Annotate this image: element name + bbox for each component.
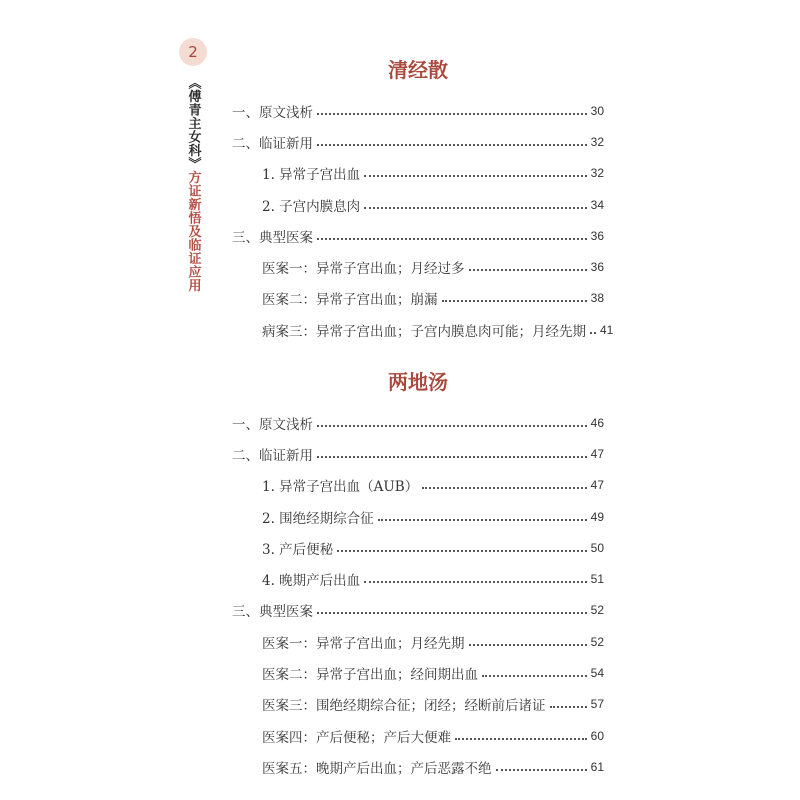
dot-leader [364, 175, 586, 177]
toc-entry-label: 三、典型医案 [232, 229, 313, 246]
toc-list-qingjingsan [232, 95, 614, 345]
toc-entry[interactable] [232, 595, 604, 626]
toc-page-number: 36 [590, 228, 604, 243]
dot-leader [482, 675, 587, 677]
dot-leader [469, 644, 587, 646]
toc-entry-label: 1. 异常子宫出血 [262, 167, 361, 184]
toc-entry[interactable] [232, 626, 604, 657]
toc-list-liangditang [232, 407, 604, 783]
dot-leader [317, 144, 587, 146]
toc-entry[interactable] [232, 657, 604, 688]
toc-entry[interactable] [232, 251, 604, 282]
toc-entry-label: 医案一：异常子宫出血；月经过多 [262, 261, 465, 278]
book-title: 《傅青主女科》 [185, 76, 201, 171]
toc-page-number: 52 [590, 634, 604, 649]
toc-entry-label: 三、典型医案 [232, 604, 313, 621]
toc-entry[interactable] [232, 470, 604, 501]
page-number-badge: 2 [179, 38, 207, 66]
dot-leader [337, 550, 586, 552]
dot-leader [422, 487, 586, 489]
dot-leader [590, 332, 596, 334]
toc-entry[interactable] [232, 720, 604, 751]
dot-leader [317, 612, 587, 614]
toc-page-number: 50 [590, 540, 604, 555]
toc-entry-label: 医案五：晚期产后出血；产后恶露不绝 [262, 760, 492, 777]
toc-page-number: 34 [590, 197, 604, 212]
toc-entry-label: 一、原文浅析 [232, 104, 313, 121]
toc-page-number: 47 [590, 446, 604, 461]
toc-entry-label: 医案二：异常子宫出血；崩漏 [262, 292, 438, 309]
toc-entry-label: 二、临证新用 [232, 447, 313, 464]
toc-entry-label: 一、原文浅析 [232, 416, 313, 433]
book-subtitle: 方证新悟及临证应用 [185, 170, 201, 292]
toc-page-number: 32 [590, 134, 604, 149]
toc-entry-label: 医案二：异常子宫出血；经间期出血 [262, 667, 478, 684]
toc-page-number: 57 [590, 697, 604, 712]
toc-entry[interactable] [232, 220, 604, 251]
dot-leader [317, 113, 587, 115]
toc-entry[interactable] [232, 501, 604, 532]
toc-page-number: 38 [590, 291, 604, 306]
toc-entry-label: 医案一：异常子宫出血；月经先期 [262, 635, 465, 652]
toc-entry-label: 病案三：异常子宫出血；子宫内膜息肉可能；月经先期 [262, 323, 586, 340]
toc-entry[interactable] [232, 314, 614, 345]
dot-leader [550, 706, 587, 708]
toc-entry[interactable] [232, 126, 604, 157]
toc-entry-label: 4. 晚期产后出血 [262, 573, 361, 590]
dot-leader [496, 769, 587, 771]
toc-entry-label: 2. 围绝经期综合征 [262, 510, 374, 527]
section-title-liangditang: 两地汤 [388, 370, 448, 394]
toc-page-number: 51 [590, 572, 604, 587]
toc-entry[interactable] [232, 563, 604, 594]
running-title [186, 76, 201, 292]
toc-entry[interactable] [232, 407, 604, 438]
toc-entry[interactable] [232, 95, 604, 126]
dot-leader [364, 581, 586, 583]
toc-entry-label: 二、临证新用 [232, 135, 313, 152]
dot-leader [442, 300, 587, 302]
toc-page-number: 32 [590, 166, 604, 181]
dot-leader [317, 238, 587, 240]
dot-leader [317, 456, 587, 458]
toc-page-number: 52 [590, 603, 604, 618]
toc-entry[interactable] [232, 283, 604, 314]
toc-entry[interactable] [232, 689, 604, 720]
toc-entry[interactable] [232, 438, 604, 469]
toc-entry[interactable] [232, 158, 604, 189]
toc-page-number: 46 [590, 415, 604, 430]
toc-entry[interactable] [232, 532, 604, 563]
toc-page-number: 60 [590, 728, 604, 743]
toc-page-number: 47 [590, 478, 604, 493]
toc-entry-label: 医案四：产后便秘；产后大便难 [262, 729, 451, 746]
toc-page-number: 61 [590, 759, 604, 774]
dot-leader [469, 269, 587, 271]
toc-entry-label: 2. 子宫内膜息肉 [262, 198, 361, 215]
toc-entry-label: 1. 异常子宫出血（AUB） [262, 479, 419, 496]
toc-entry-label: 医案三：围绝经期综合征；闭经；经断前后诸证 [262, 698, 546, 715]
dot-leader [378, 519, 587, 521]
toc-entry[interactable] [232, 189, 604, 220]
toc-page-number: 36 [590, 260, 604, 275]
dot-leader [317, 425, 587, 427]
toc-entry-label: 3. 产后便秘 [262, 541, 334, 558]
toc-page-number: 41 [600, 322, 614, 337]
toc-page-number: 54 [590, 666, 604, 681]
toc-page-number: 30 [590, 103, 604, 118]
spine-header [178, 38, 208, 292]
toc-entry[interactable] [232, 751, 604, 782]
section-title-qingjingsan: 清经散 [388, 58, 448, 82]
dot-leader [455, 738, 587, 740]
toc-page-number: 49 [590, 509, 604, 524]
dot-leader [364, 207, 586, 209]
